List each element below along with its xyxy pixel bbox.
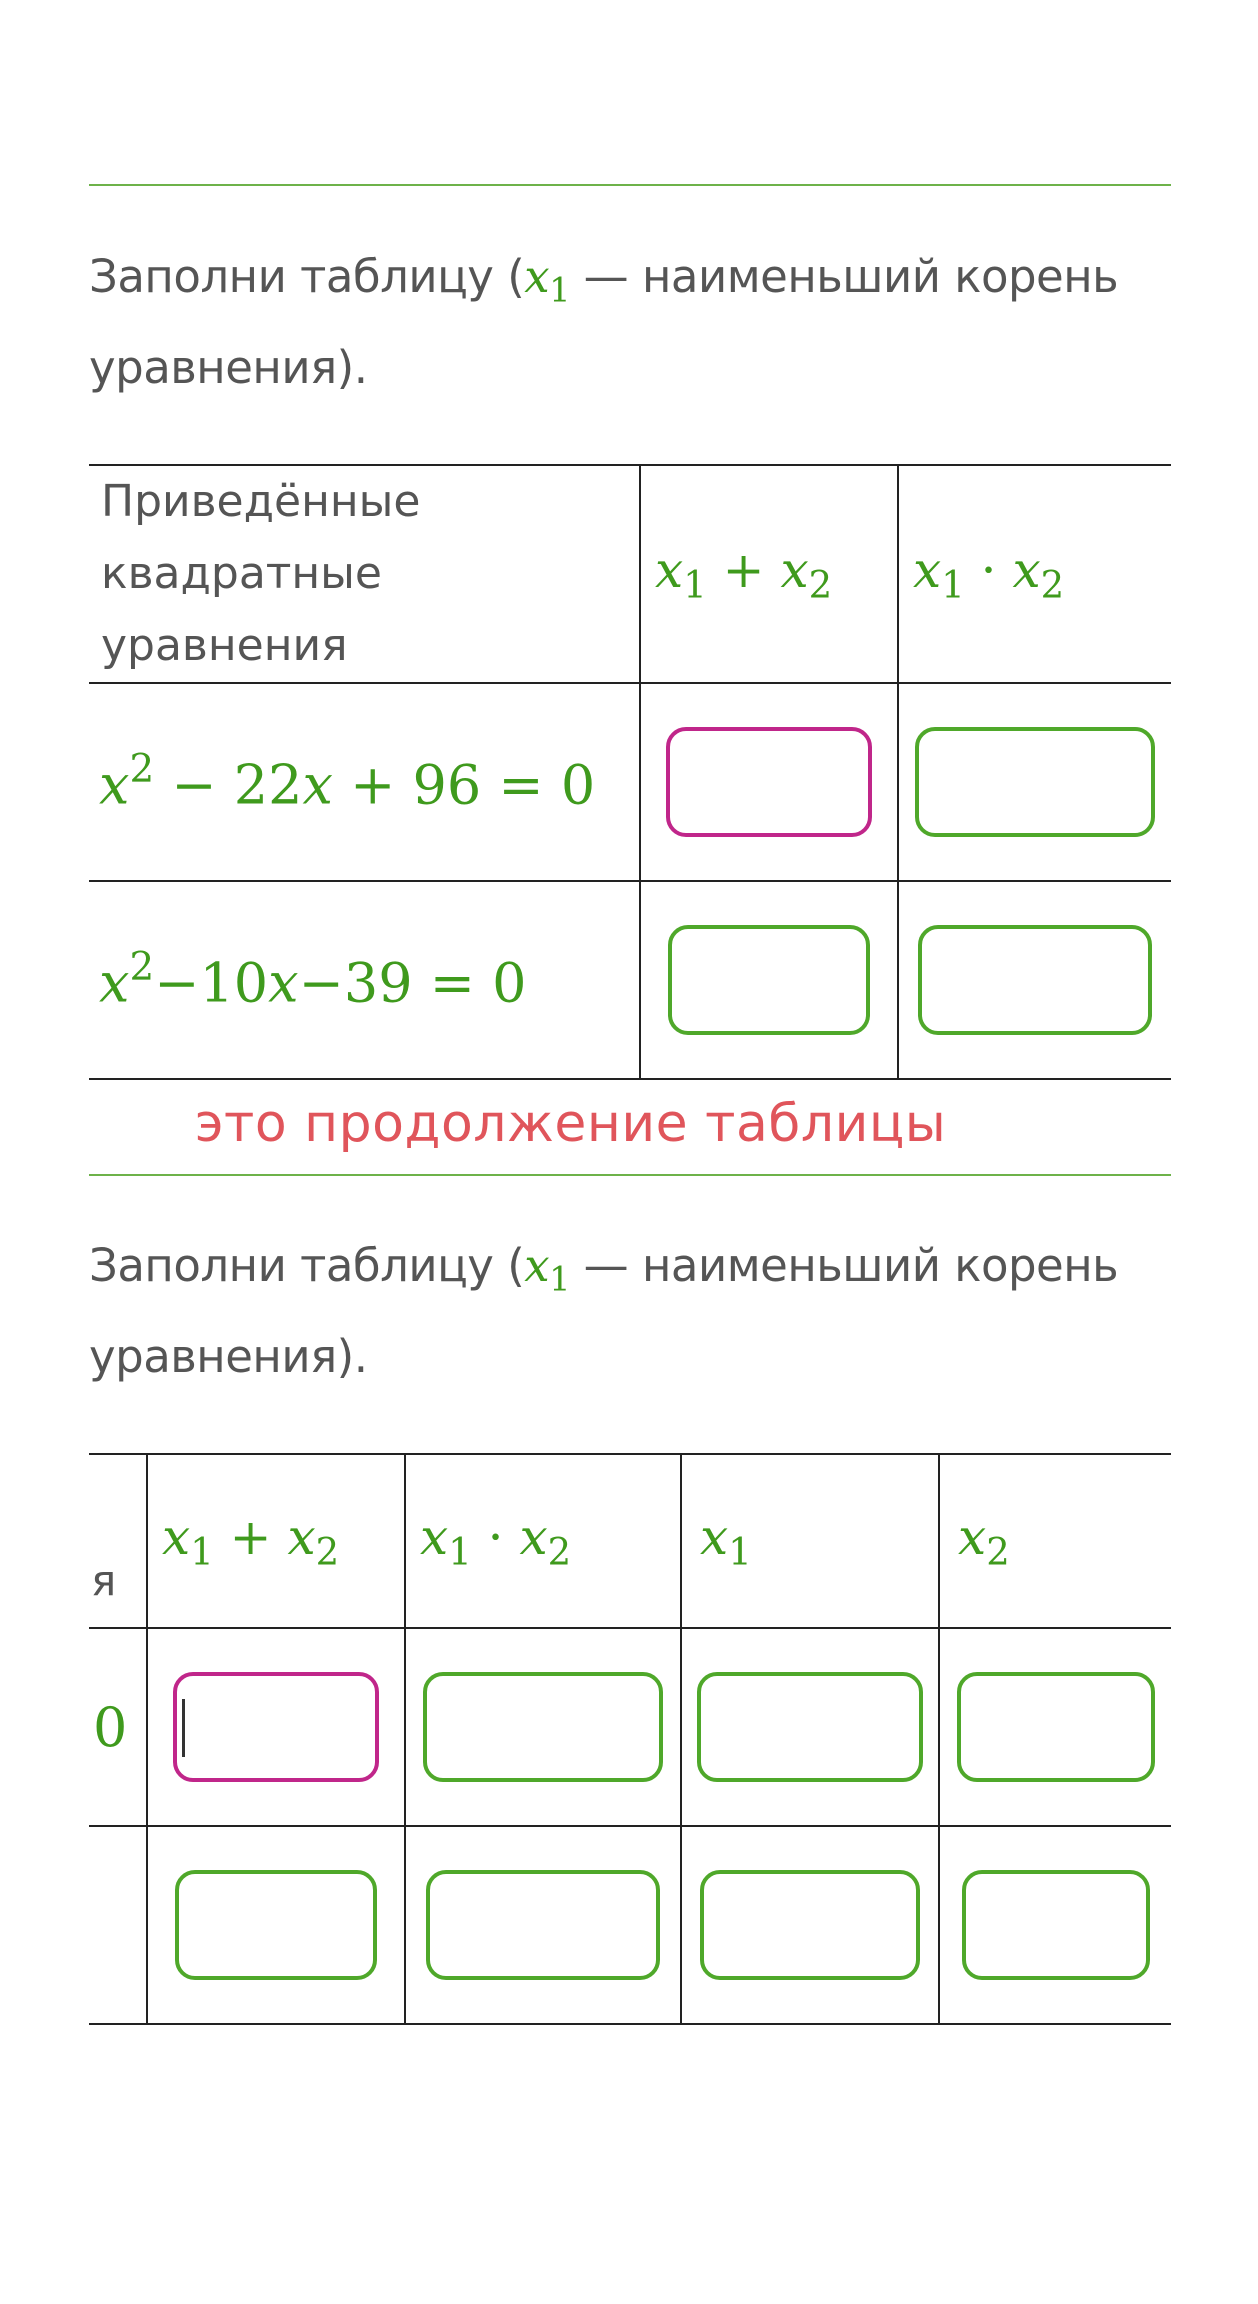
sum-col-var-a: x: [162, 1508, 191, 1567]
upper-table: [89, 464, 1171, 1080]
sum-col-var-b: x: [287, 1508, 316, 1567]
equation-fragment: 0: [93, 1695, 128, 1759]
product-column-header: [405, 1454, 681, 1628]
text-caret: [182, 1699, 185, 1757]
equation-part-b: −39 = 0: [298, 951, 527, 1015]
prod-col-sub-a: 1: [941, 563, 965, 607]
sum-col-sub-a: 1: [683, 563, 707, 607]
x1-col-sub: 1: [728, 1530, 752, 1574]
sum-col-sub-a: 1: [190, 1530, 214, 1574]
lower-header-row: [89, 1454, 1171, 1628]
sum-column-header: [640, 465, 898, 683]
x1-input[interactable]: [697, 1672, 923, 1782]
sum-col-var-b: x: [780, 541, 809, 600]
equation-cell-fragment: [89, 1628, 147, 1826]
sum-answer-cell: [640, 881, 898, 1079]
equations-column-label: Приведённые квадратные уравнения: [101, 476, 421, 671]
equations-column-fragment: я: [91, 1556, 117, 1605]
equation-cell: [89, 683, 640, 881]
prompt-subscript: 1: [549, 270, 570, 310]
product-answer-cell: [898, 881, 1171, 1079]
product-answer-cell: [898, 683, 1171, 881]
equation-exponent: 2: [129, 945, 155, 991]
sum-answer-cell: [147, 1826, 405, 2024]
lower-task-prompt: [89, 1227, 1179, 1396]
equation-exponent: 2: [129, 747, 155, 793]
x2-answer-cell: [939, 1628, 1171, 1826]
equation-part-a: − 22: [154, 753, 303, 817]
x1-col-var: x: [700, 1508, 729, 1567]
sum-col-sub-b: 2: [315, 1530, 340, 1574]
x1-input[interactable]: [700, 1870, 920, 1980]
x1-column-header: [681, 1454, 939, 1628]
prompt-subscript: 1: [549, 1259, 570, 1299]
sum-answer-cell: [640, 683, 898, 881]
x2-col-sub: 2: [986, 1530, 1010, 1574]
prod-col-var-b: x: [519, 1508, 548, 1567]
x1-answer-cell: [681, 1628, 939, 1826]
x2-answer-cell: [939, 1826, 1171, 2024]
product-column-header: [898, 465, 1171, 683]
product-answer-cell: [405, 1628, 681, 1826]
upper-header-row: [89, 465, 1171, 683]
sum-input[interactable]: [668, 925, 870, 1035]
equation-var: x: [99, 951, 130, 1015]
sum-column-header: [147, 1454, 405, 1628]
prod-col-operator: ·: [471, 1508, 520, 1567]
prod-col-sub-a: 1: [448, 1530, 472, 1574]
product-input[interactable]: [423, 1672, 663, 1782]
table-row: [89, 881, 1171, 1079]
prod-col-operator: ·: [964, 541, 1013, 600]
equation-cell: [89, 881, 640, 1079]
equation-cell-fragment: [89, 1826, 147, 2024]
table-row: [89, 1826, 1171, 2024]
sum-col-operator: +: [213, 1508, 288, 1567]
prompt-text: Заполни таблицу (: [89, 1239, 525, 1292]
table-row: [89, 1628, 1171, 1826]
equations-column-header: [89, 465, 640, 683]
prompt-text: Заполни таблицу (: [89, 250, 525, 303]
product-input[interactable]: [915, 727, 1155, 837]
middle-divider: [89, 1174, 1171, 1176]
sum-answer-cell: [147, 1628, 405, 1826]
top-divider: [89, 184, 1171, 186]
equation-var: x: [99, 753, 130, 817]
prod-col-var-a: x: [913, 541, 942, 600]
equation-var-2: x: [268, 951, 299, 1015]
prompt-tail: — наименьший корень уравнения).: [89, 1239, 1119, 1384]
sum-input[interactable]: [175, 1870, 377, 1980]
sum-col-operator: +: [706, 541, 781, 600]
prompt-tail: — наименьший корень уравнения).: [89, 250, 1119, 395]
table-row: [89, 683, 1171, 881]
x2-column-header: [939, 1454, 1171, 1628]
product-input[interactable]: [426, 1870, 660, 1980]
equations-column-header-fragment: [89, 1454, 147, 1628]
prod-col-sub-b: 2: [1040, 563, 1065, 607]
prod-col-sub-b: 2: [547, 1530, 572, 1574]
x2-input[interactable]: [957, 1672, 1155, 1782]
x1-answer-cell: [681, 1826, 939, 2024]
sum-input[interactable]: [666, 727, 872, 837]
equation-part-a: −10: [154, 951, 269, 1015]
upper-task-prompt: [89, 238, 1179, 407]
x2-col-var: x: [958, 1508, 987, 1567]
prod-col-var-b: x: [1012, 541, 1041, 600]
product-answer-cell: [405, 1826, 681, 2024]
equation-part-b: + 96 = 0: [332, 753, 596, 817]
x2-input[interactable]: [962, 1870, 1150, 1980]
continuation-note: это продолжение таблицы: [195, 1094, 947, 1154]
product-input[interactable]: [918, 925, 1152, 1035]
prompt-variable: x: [524, 250, 550, 303]
prod-col-var-a: x: [420, 1508, 449, 1567]
sum-input[interactable]: [173, 1672, 379, 1782]
sum-col-var-a: x: [655, 541, 684, 600]
lower-table: [89, 1453, 1171, 2025]
prompt-variable: x: [524, 1239, 550, 1292]
sum-col-sub-b: 2: [808, 563, 833, 607]
equation-var-2: x: [302, 753, 333, 817]
